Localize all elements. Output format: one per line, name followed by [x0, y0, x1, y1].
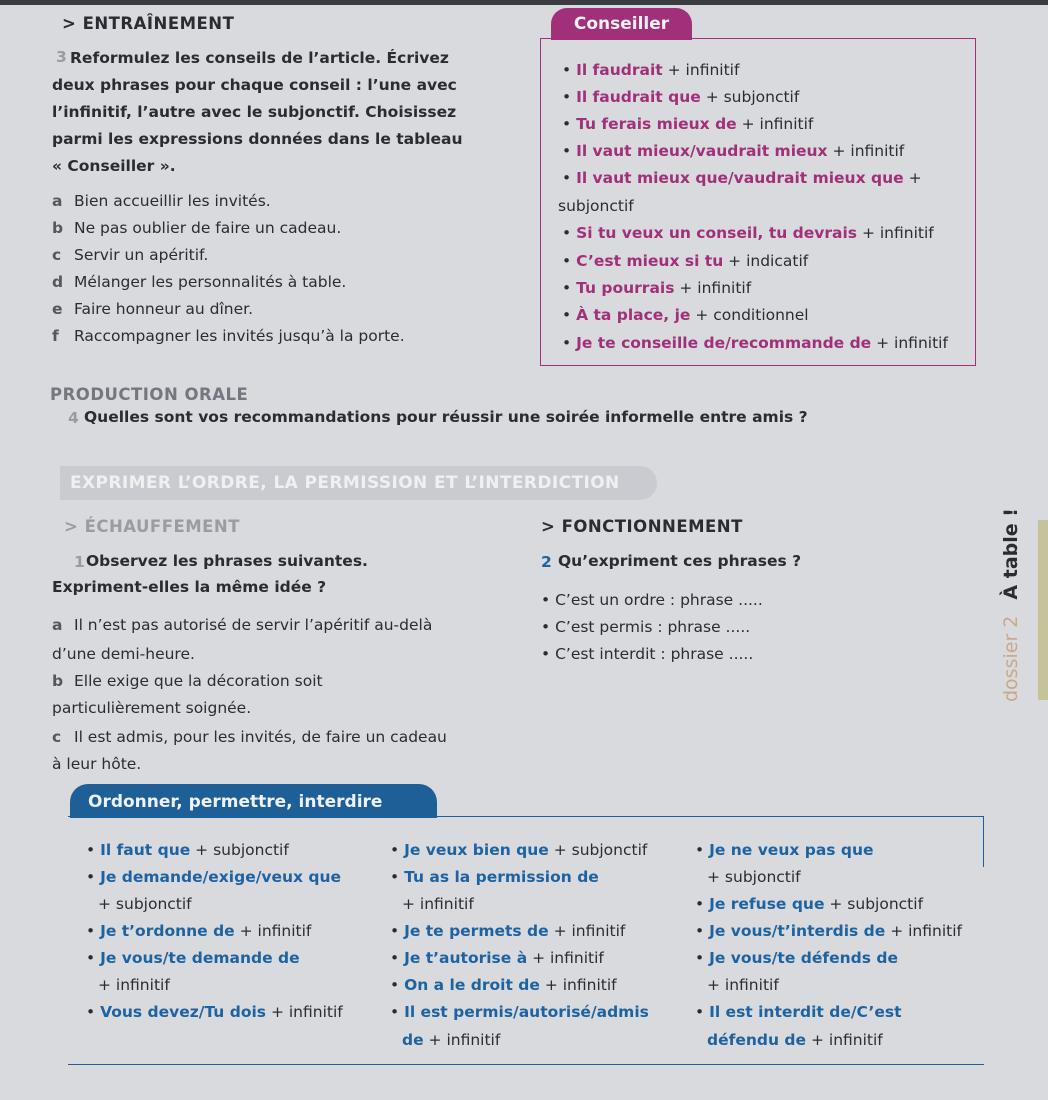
- bullet: •: [86, 1003, 101, 1021]
- exercise-number-4: 4: [68, 409, 79, 427]
- bullet: •: [562, 252, 577, 270]
- bullet: •: [695, 841, 710, 859]
- entrainement-heading: > ENTRAÎNEMENT: [62, 14, 235, 33]
- conseiller-item: [562, 278, 751, 298]
- expression: Tu as la permission de: [404, 868, 599, 886]
- bullet: •: [695, 949, 710, 967]
- bullet: •: [390, 868, 405, 886]
- bullet: •: [390, 976, 405, 994]
- construction: + infinitif: [857, 224, 934, 242]
- sentence-letter: a: [52, 616, 63, 634]
- construction: subjonctif: [558, 197, 634, 215]
- bullet: •: [390, 922, 405, 940]
- expression: Je veux bien que: [404, 841, 549, 859]
- echauffement-line: [52, 644, 195, 664]
- bullet: •: [390, 841, 405, 859]
- ordonner-item: [707, 1030, 883, 1050]
- bullet: •: [562, 306, 577, 324]
- sentence-letter: b: [52, 672, 64, 690]
- conseiller-item: [562, 87, 799, 107]
- fonctionnement-heading: > FONCTIONNEMENT: [541, 517, 743, 536]
- instruction-line: Reformulez les conseils de l’article. Écrivez: [70, 49, 449, 67]
- sentence-text: à leur hôte.: [52, 755, 142, 773]
- expression: Il faut que: [100, 841, 191, 859]
- bullet: •: [562, 88, 577, 106]
- construction: + infinitif: [806, 1031, 883, 1049]
- ordonner-item: [98, 975, 170, 995]
- ordonner-item: [707, 867, 801, 887]
- bullet: •: [86, 868, 101, 886]
- bullet: •: [562, 224, 577, 242]
- item-text: Servir un apéritif.: [74, 246, 209, 264]
- ordonner-item: [86, 840, 289, 860]
- entrainement-item: [52, 272, 346, 292]
- conseiller-item: [562, 60, 739, 80]
- sentence-text: d’une demi-heure.: [52, 645, 195, 663]
- construction: + infinitif: [98, 976, 170, 994]
- construction: + infinitif: [827, 142, 905, 160]
- expression: Il est interdit de/C’est: [709, 1003, 902, 1021]
- construction: + infinitif: [871, 334, 948, 352]
- expression: Il vaut mieux/vaudrait mieux: [576, 142, 828, 160]
- expression: Tu pourrais: [576, 279, 675, 297]
- expression: Je refuse que: [709, 895, 825, 913]
- ordonner-item: [390, 1002, 649, 1022]
- ordonner-item: [402, 894, 474, 914]
- ordonner-item: [695, 1002, 901, 1022]
- bullet: •: [86, 841, 101, 859]
- fonctionnement-item: • C’est permis : phrase .....: [541, 618, 751, 636]
- expression: Il est permis/autorisé/admis: [404, 1003, 649, 1021]
- construction: + infinitif: [266, 1003, 343, 1021]
- conseiller-item: [562, 168, 922, 188]
- ordonner-item: [402, 1030, 500, 1050]
- exercise-number-3: 3: [56, 48, 67, 66]
- fonctionnement-question: Qu’expriment ces phrases ?: [558, 552, 802, 570]
- ordonner-item: [390, 840, 647, 860]
- production-orale-heading: PRODUCTION ORALE: [50, 385, 249, 404]
- echauffement-line: [52, 754, 141, 774]
- conseiller-item: [562, 251, 808, 271]
- sentence-text: Elle exige que la décoration soit: [74, 672, 323, 690]
- item-letter: f: [52, 327, 59, 345]
- construction: + indicatif: [723, 252, 809, 270]
- bullet: •: [86, 949, 101, 967]
- item-letter: e: [52, 300, 63, 318]
- bullet: •: [695, 1003, 710, 1021]
- echauffement-heading: > ÉCHAUFFEMENT: [64, 517, 240, 536]
- expression: Je ne veux pas que: [709, 841, 874, 859]
- dossier-title: À table !: [1000, 508, 1022, 600]
- side-color-bar: [1038, 520, 1048, 700]
- instruction-line: deux phrases pour chaque conseil : l’une avec: [52, 76, 457, 94]
- construction: + infinitif: [402, 895, 474, 913]
- bullet: •: [562, 169, 577, 187]
- expression: Il vaut mieux que/vaudrait mieux que: [576, 169, 904, 187]
- expression: Tu ferais mieux de: [576, 115, 737, 133]
- conseiller-item: [558, 196, 634, 216]
- conseiller-title: Conseiller: [551, 8, 692, 40]
- construction: + subjonctif: [824, 895, 924, 913]
- item-text: Raccompagner les invités jusqu’à la porte.: [74, 327, 405, 345]
- conseiller-item: [562, 305, 809, 325]
- bullet: •: [86, 922, 101, 940]
- expression: À ta place, je: [576, 306, 691, 324]
- ordonner-item: [390, 975, 617, 995]
- expression: Je vous/t’interdis de: [709, 922, 886, 940]
- conseiller-item: [562, 333, 948, 353]
- construction: + infinitif: [885, 922, 962, 940]
- construction: + infinitif: [527, 949, 604, 967]
- construction: + subjonctif: [707, 868, 801, 886]
- ordonner-item: [695, 948, 898, 968]
- ordonner-item: [86, 1002, 343, 1022]
- expression: Il faudrait que: [576, 88, 701, 106]
- ordonner-item: [86, 921, 311, 941]
- conseiller-item: [562, 114, 813, 134]
- ordonner-item: [86, 867, 341, 887]
- item-text: Ne pas oublier de faire un cadeau.: [74, 219, 342, 237]
- bullet: •: [390, 949, 405, 967]
- construction: + infinitif: [662, 61, 740, 79]
- conseiller-item: [562, 141, 904, 161]
- ordonner-item: [390, 948, 604, 968]
- expression: de: [402, 1031, 424, 1049]
- expression: Je vous/te défends de: [709, 949, 898, 967]
- side-dossier-label: [1000, 508, 1022, 702]
- ordonner-item: [98, 894, 192, 914]
- expression: Je t’autorise à: [404, 949, 528, 967]
- sentence-text: Il est admis, pour les invités, de faire un cadeau: [74, 728, 447, 746]
- echauffement-line: [52, 615, 432, 635]
- ordonner-item: [695, 921, 962, 941]
- expression: On a le droit de: [404, 976, 540, 994]
- construction: + subjonctif: [548, 841, 648, 859]
- construction: + infinitif: [548, 922, 626, 940]
- bullet: •: [562, 142, 577, 160]
- expression: Je vous/te demande de: [100, 949, 300, 967]
- construction: + subjonctif: [98, 895, 192, 913]
- construction: + infinitif: [707, 976, 779, 994]
- expression: Il faudrait: [576, 61, 663, 79]
- construction: + infinitif: [234, 922, 312, 940]
- entrainement-item: [52, 191, 271, 211]
- ordonner-item: [695, 840, 874, 860]
- entrainement-item: [52, 299, 253, 319]
- construction: + subjonctif: [190, 841, 289, 859]
- sentence-letter: c: [52, 728, 62, 746]
- exercise-number-1: 1: [74, 553, 85, 571]
- construction: + subjonctif: [700, 88, 800, 106]
- item-text: Mélanger les personnalités à table.: [74, 273, 347, 291]
- construction: + infinitif: [539, 976, 617, 994]
- bullet: •: [695, 922, 710, 940]
- instruction-line: parmi les expressions données dans le tableau: [52, 130, 463, 148]
- dossier-number: dossier 2: [1000, 615, 1022, 702]
- conseiller-item: [562, 223, 934, 243]
- expression: Je te conseille de/recommande de: [576, 334, 872, 352]
- instruction-line: « Conseiller ».: [52, 157, 176, 175]
- construction: + infinitif: [674, 279, 752, 297]
- bullet: •: [562, 61, 577, 79]
- fonctionnement-item: • C’est interdit : phrase .....: [541, 645, 754, 663]
- echauffement-question-line2: Expriment-elles la même idée ?: [52, 578, 327, 596]
- sentence-text: Il n’est pas autorisé de servir l’apéritif au-delà: [74, 616, 433, 634]
- ordonner-title: Ordonner, permettre, interdire: [70, 784, 437, 818]
- production-question: Quelles sont vos recommandations pour réussir une soirée informelle entre amis ?: [84, 408, 808, 426]
- construction: +: [903, 169, 922, 187]
- expression: Je te permets de: [404, 922, 549, 940]
- top-edge: [0, 0, 1048, 5]
- construction: + infinitif: [423, 1031, 501, 1049]
- ordonner-item: [390, 921, 625, 941]
- sentence-text: particulièrement soignée.: [52, 699, 252, 717]
- construction: + conditionnel: [690, 306, 809, 324]
- item-letter: d: [52, 273, 64, 291]
- bullet: •: [562, 334, 577, 352]
- entrainement-item: [52, 326, 405, 346]
- item-text: Faire honneur au dîner.: [74, 300, 254, 318]
- echauffement-line: [52, 727, 447, 747]
- ordonner-item: [707, 975, 779, 995]
- bullet: •: [562, 279, 577, 297]
- item-letter: a: [52, 192, 63, 210]
- echauffement-line: [52, 671, 323, 691]
- construction: + infinitif: [736, 115, 814, 133]
- bullet: •: [695, 895, 710, 913]
- item-letter: c: [52, 246, 62, 264]
- expression: Si tu veux un conseil, tu devrais: [576, 224, 858, 242]
- expression: défendu de: [707, 1031, 807, 1049]
- bullet: •: [390, 1003, 405, 1021]
- instruction-line: l’infinitif, l’autre avec le subjonctif. Choisissez: [52, 103, 457, 121]
- exercise-number-2: 2: [541, 553, 552, 571]
- ordonner-item: [695, 894, 923, 914]
- echauffement-question-line1: Observez les phrases suivantes.: [86, 552, 368, 570]
- echauffement-line: [52, 698, 251, 718]
- entrainement-item: [52, 245, 208, 265]
- bullet: •: [562, 115, 577, 133]
- expression: Je t’ordonne de: [100, 922, 235, 940]
- entrainement-item: [52, 218, 341, 238]
- fonctionnement-item: • C’est un ordre : phrase .....: [541, 591, 763, 609]
- ordonner-item: [390, 867, 599, 887]
- section-banner: EXPRIMER L’ORDRE, LA PERMISSION ET L’INTERDICTION: [60, 466, 657, 500]
- item-text: Bien accueillir les invités.: [74, 192, 271, 210]
- expression: Je demande/exige/veux que: [100, 868, 342, 886]
- ordonner-item: [86, 948, 300, 968]
- expression: Vous devez/Tu dois: [100, 1003, 267, 1021]
- item-letter: b: [52, 219, 64, 237]
- expression: C’est mieux si tu: [576, 252, 724, 270]
